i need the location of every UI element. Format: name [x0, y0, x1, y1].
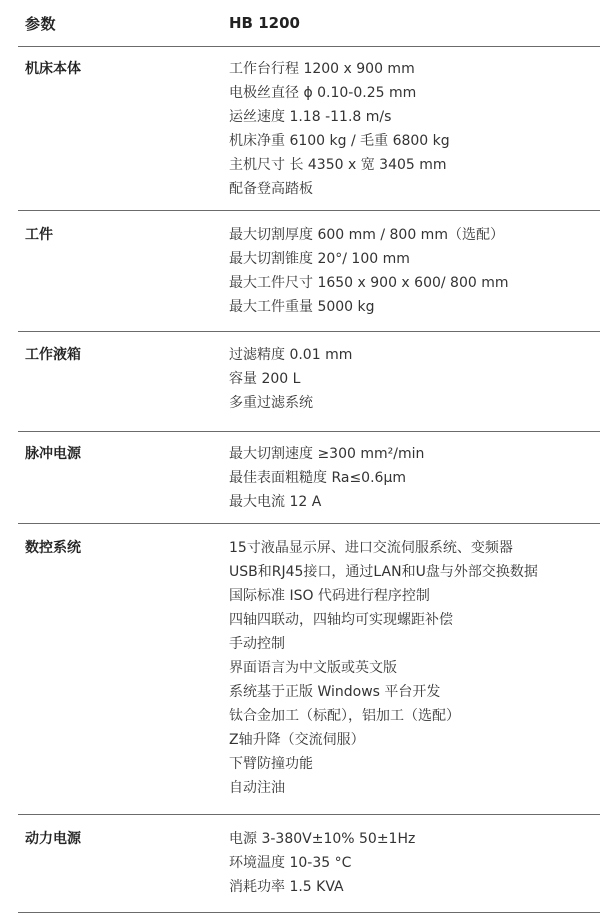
spec-line: 最佳表面粗糙度 Ra≤0.6μm: [229, 470, 406, 486]
spec-line: 自动注油: [229, 780, 285, 796]
section-workpiece: [18, 211, 600, 332]
spec-line: 最大切割锥度 20°/ 100 mm: [229, 251, 410, 267]
section-values: [229, 536, 600, 800]
section-title: 机床本体: [25, 61, 81, 77]
spec-line: 下臂防撞功能: [229, 756, 313, 772]
spec-line: 15寸液晶显示屏、进口交流伺服系统、变频器: [229, 540, 513, 556]
spec-line: 运丝速度 1.18 -11.8 m/s: [229, 109, 392, 125]
section-fluid-tank: [18, 332, 600, 432]
section-values: [229, 343, 600, 415]
spec-line: 最大工件尺寸 1650 x 900 x 600/ 800 mm: [229, 275, 509, 291]
section-pulse-power: [18, 432, 600, 524]
spec-line: 环境温度 10-35 °C: [229, 855, 352, 871]
spec-line: 消耗功率 1.5 KVA: [229, 879, 344, 895]
spec-line: 电源 3-380V±10% 50±1Hz: [229, 831, 416, 847]
section-title: 脉冲电源: [25, 446, 81, 462]
spec-line: USB和RJ45接口，通过LAN和U盘与外部交换数据: [229, 564, 538, 580]
spec-line: Z轴升降（交流伺服）: [229, 732, 365, 748]
spec-line: 配备登高踏板: [229, 181, 313, 197]
section-power-supply: [18, 815, 600, 913]
section-values: [229, 442, 600, 514]
section-values: [229, 827, 600, 899]
param-column-header: 参数: [25, 14, 57, 33]
spec-line: 系统基于正版 Windows 平台开发: [229, 684, 441, 700]
spec-line: 国际标准 ISO 代码进行程序控制: [229, 588, 430, 604]
spec-line: 过滤精度 0.01 mm: [229, 347, 353, 363]
section-title: 数控系统: [25, 540, 81, 556]
section-title: 动力电源: [25, 831, 81, 847]
spec-line: 钛合金加工（标配），铝加工（选配）: [229, 708, 460, 724]
section-values: [229, 57, 600, 201]
spec-line: 最大工件重量 5000 kg: [229, 299, 375, 315]
spec-line: 手动控制: [229, 636, 285, 652]
spec-line: 工作台行程 1200 x 900 mm: [229, 61, 415, 77]
table-header: [18, 0, 600, 47]
spec-line: 最大切割速度 ≥300 mm²/min: [229, 446, 425, 462]
spec-line: 多重过滤系统: [229, 395, 313, 411]
spec-line: 最大电流 12 A: [229, 494, 322, 510]
section-machine-body: [18, 47, 600, 211]
spec-line: 四轴四联动，四轴均可实现螺距补偿: [229, 612, 453, 628]
section-title: 工作液箱: [25, 347, 81, 363]
spec-line: 容量 200 L: [229, 371, 301, 387]
spec-line: 最大切割厚度 600 mm / 800 mm（选配）: [229, 227, 504, 243]
section-cnc-system: [18, 524, 600, 815]
section-title: 工件: [25, 227, 53, 243]
spec-line: 主机尺寸 长 4350 x 宽 3405 mm: [229, 157, 447, 173]
spec-line: 界面语言为中文版或英文版: [229, 660, 397, 676]
section-values: [229, 223, 600, 319]
spec-line: 机床净重 6100 kg / 毛重 6800 kg: [229, 133, 450, 149]
model-name: HB 1200: [229, 14, 300, 32]
spec-line: 电极丝直径 ϕ 0.10-0.25 mm: [229, 85, 417, 101]
